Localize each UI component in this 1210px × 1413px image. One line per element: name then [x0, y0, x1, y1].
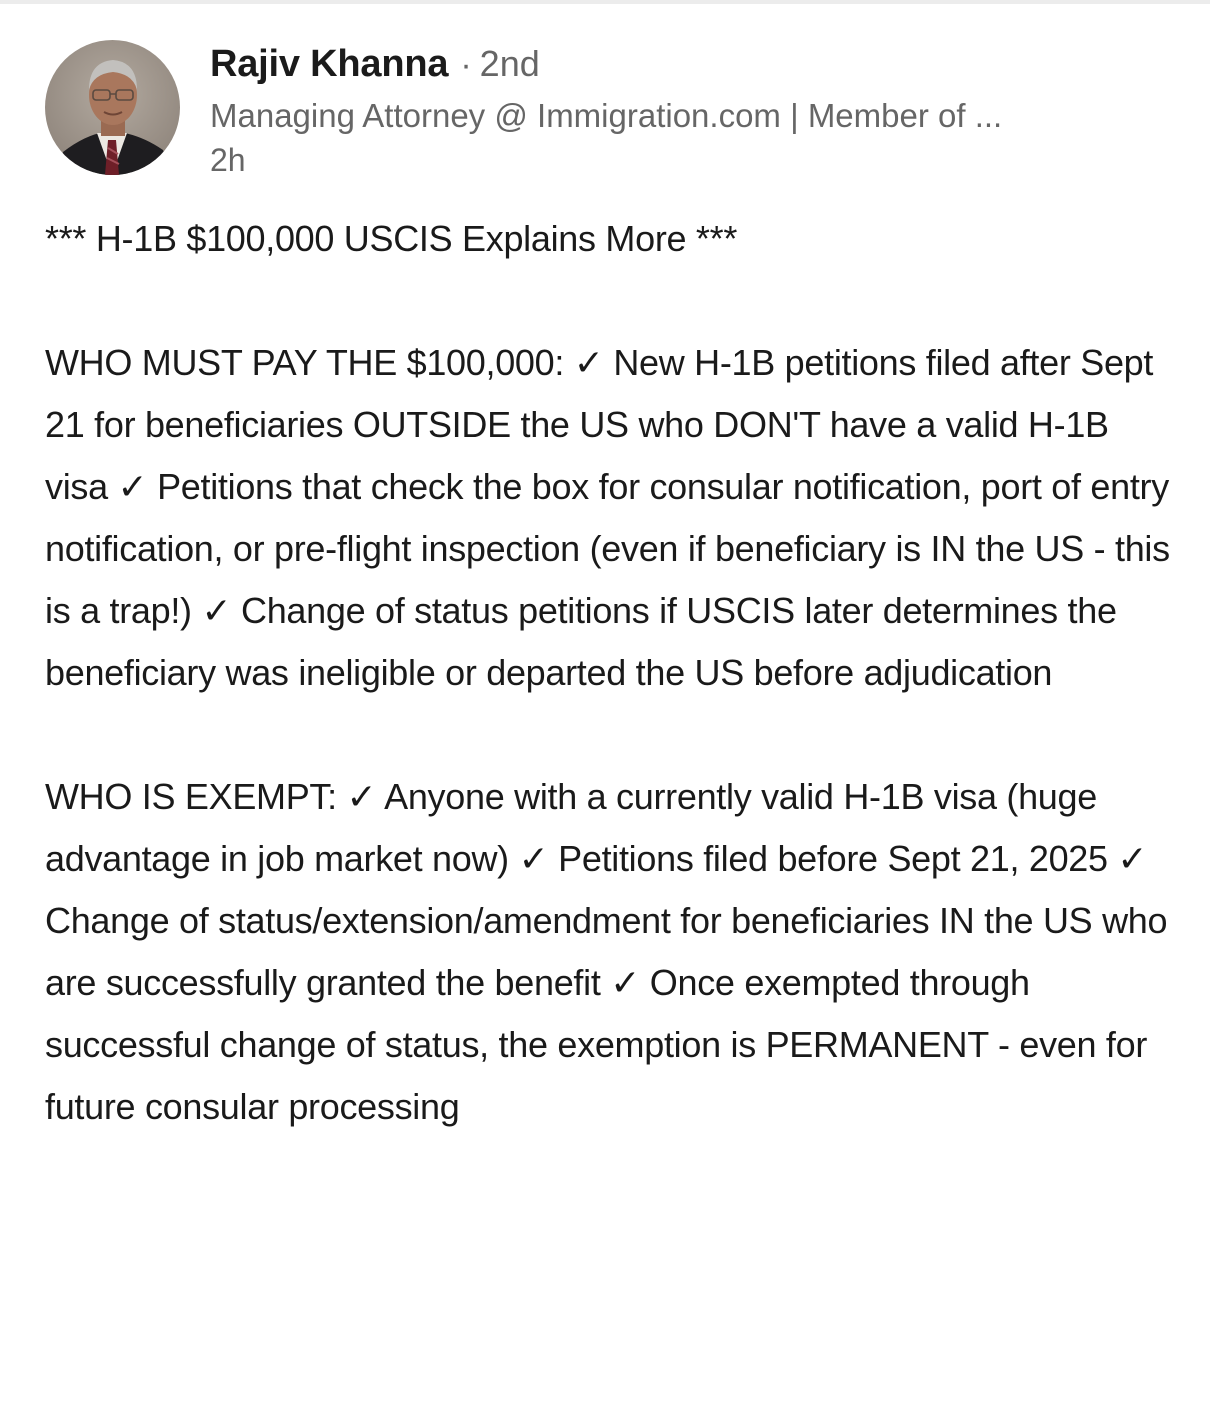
connection-degree: 2nd: [479, 43, 540, 84]
paragraph-who-must-pay: WHO MUST PAY THE $100,000: ✓ New H-1B petitions filed after Sept 21 for beneficiaries OUTSIDE the US who DON'T have a valid H-1B visa ✓ Petitions that check the box for consular notification, port of entry notification, or pre-flight inspection (even if beneficiary is IN the US - this is a trap!) ✓ Change of status petitions if USCIS later determines the beneficiary was ineligible or departed the US before adjudication: [45, 342, 1170, 693]
post-header: [45, 40, 1185, 180]
profile-photo-icon: [45, 40, 180, 175]
post-body: [45, 208, 1175, 1138]
author-name-row: [210, 40, 1185, 88]
paragraph-spacer: [45, 704, 1175, 766]
separator-dot: ·: [460, 46, 472, 84]
post-title: *** H-1B $100,000 USCIS Explains More ***: [45, 218, 738, 259]
author-headline: Managing Attorney @ Immigration.com | Member of ...: [210, 97, 1003, 134]
author-name[interactable]: Rajiv Khanna: [210, 43, 449, 85]
post-timestamp: 2h: [210, 142, 246, 178]
author-meta: [210, 40, 1185, 182]
author-avatar[interactable]: [45, 40, 180, 175]
top-divider: [0, 0, 1210, 4]
paragraph-spacer: [45, 270, 1175, 332]
paragraph-who-is-exempt: WHO IS EXEMPT: ✓ Anyone with a currently valid H-1B visa (huge advantage in job market now) ✓ Petitions filed before Sept 21, 2025 ✓ Change of status/extension/amendment for beneficiaries IN the US who are successfully granted the benefit ✓ Once exempted through successful change of status, the exemption is PERMANENT - even for future consular processing: [45, 776, 1168, 1127]
